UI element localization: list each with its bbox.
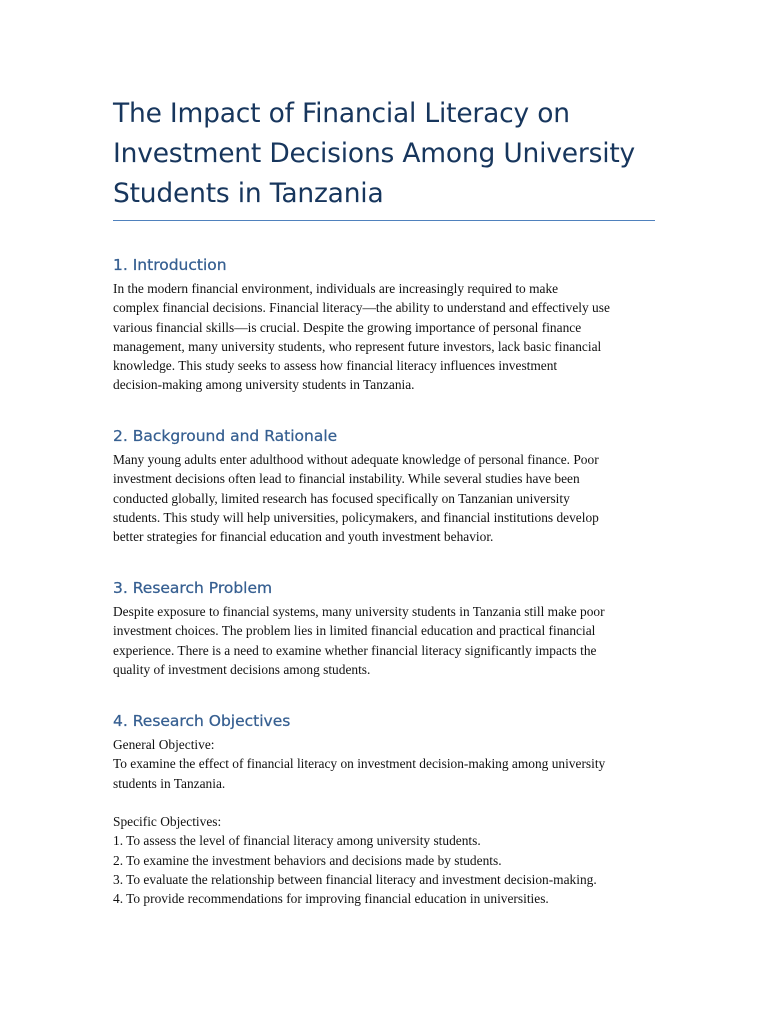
paragraph-line: Despite exposure to financial systems, many university students in Tanzania still make poor [113,604,605,619]
list-item: 4. To provide recommendations for improving financial education in universities. [113,891,549,907]
paragraph-line: better strategies for financial education and youth investment behavior. [113,529,494,545]
section-introduction [113,255,655,395]
paragraph-line: investment decisions often lead to financial instability. While several studies have been [113,471,580,487]
paragraph-line: decision-making among university students in Tanzania. [113,377,415,393]
paragraph-line: experience. There is a need to examine whether financial literacy significantly impacts the [113,642,597,658]
paragraph-line: investment choices. The problem lies in limited financial education and practical financial [113,623,596,639]
paragraph-line: quality of investment decisions among students. [113,661,371,677]
section-research-objectives [113,711,655,909]
paragraph-line: complex financial decisions. Financial literacy—the ability to understand and effectively use [113,300,610,316]
section-paragraph [113,735,655,909]
title-line: Investment Decisions Among University [113,138,636,169]
section-paragraph [113,450,655,546]
section-heading: 1. Introduction [113,256,227,274]
title-divider [113,220,655,221]
list-item: 1. To assess the level of financial literacy among university students. [113,833,481,849]
paragraph-line: management, many university students, who represent future investors, lack basic financial [113,338,602,354]
section-heading: 3. Research Problem [113,579,273,597]
general-objective-label: General Objective: [113,737,215,752]
section-heading: 2. Background and Rationale [113,427,338,445]
paragraph-line: To examine the effect of financial literacy on investment decision-making among university [113,756,606,772]
paragraph-line: students. This study will help universities, policymakers, and financial institutions develop [113,509,599,525]
paragraph-line: In the modern financial environment, individuals are increasingly required to make [113,281,559,296]
section-background [113,426,655,546]
list-item: 3. To evaluate the relationship between financial literacy and investment decision-making. [113,872,597,888]
section-research-problem [113,578,655,679]
paragraph-line: knowledge. This study seeks to assess how financial literacy influences investment [113,358,558,374]
title-line: Students in Tanzania [113,178,384,209]
title-line: The Impact of Financial Literacy on [113,98,570,129]
list-item: 2. To examine the investment behaviors and decisions made by students. [113,852,502,868]
paragraph-gap [113,793,655,812]
paragraph-line: conducted globally, limited research has focused specifically on Tanzanian university [113,490,570,506]
section-paragraph [113,279,655,395]
paragraph-line: students in Tanzania. [113,775,226,791]
specific-objectives-label: Specific Objectives: [113,814,222,830]
section-heading: 4. Research Objectives [113,712,291,730]
paragraph-line: various financial skills—is crucial. Despite the growing importance of personal finance [113,319,582,335]
paragraph-line: Many young adults enter adulthood without adequate knowledge of personal finance. Poor [113,452,599,467]
document-title [113,94,673,214]
section-paragraph [113,602,655,679]
